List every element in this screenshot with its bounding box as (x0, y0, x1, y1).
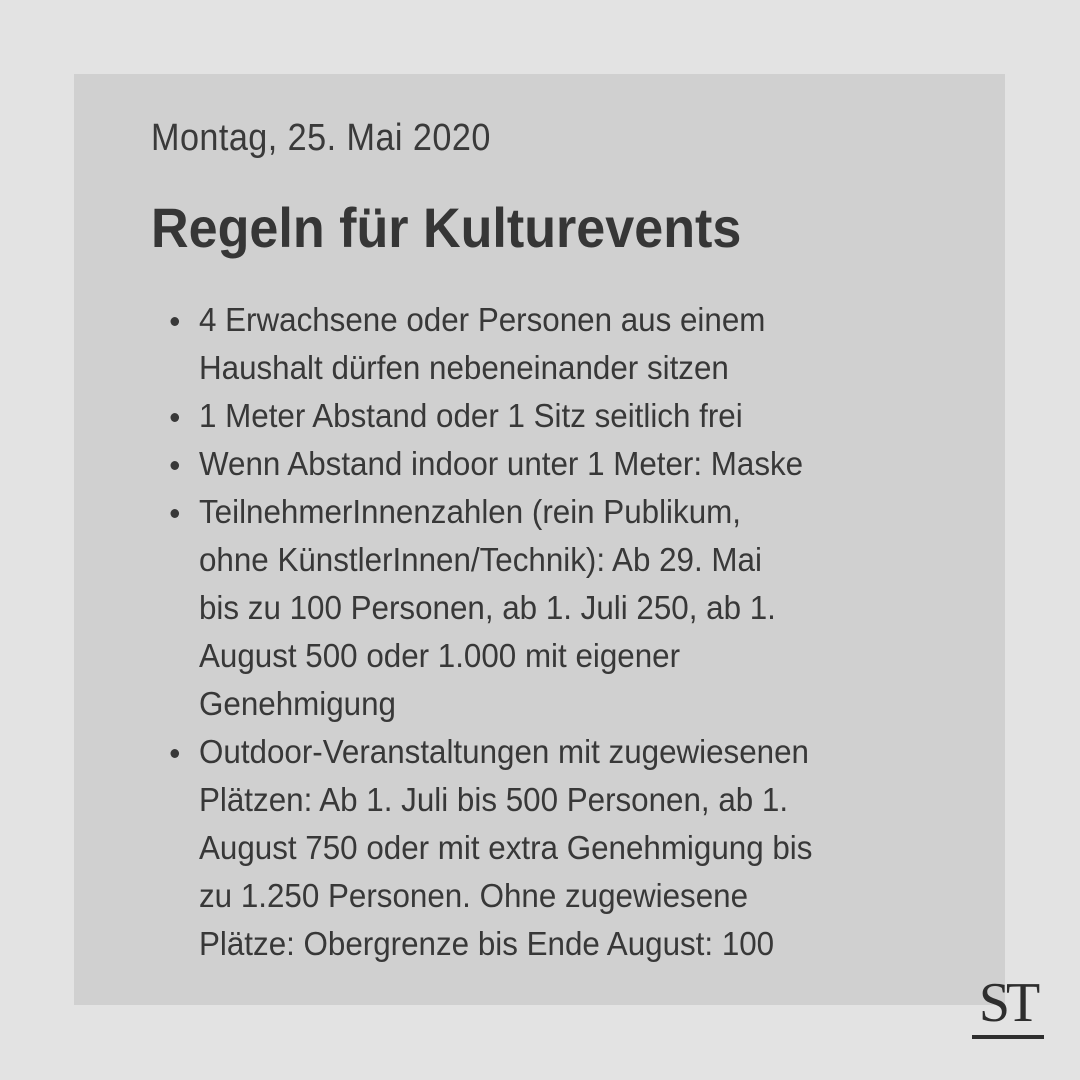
list-item: Outdoor-Veranstaltungen mit zugewiesenen Plätzen: Ab 1. Juli bis 500 Personen, ab 1. August 750 oder mit extra Genehmigung bis zu 1.250 Personen. Ohne zugewiesene Plätze: Obergrenze bis Ende August: 100 (199, 728, 902, 968)
logo-text: ST (978, 972, 1037, 1034)
list-item: TeilnehmerInnenzahlen (rein Publikum, ohne KünstlerInnen/Technik): Ab 29. Mai bis zu 100 Personen, ab 1. Juli 250, ab 1. August 500 oder 1.000 mit eigener Genehmigung (199, 488, 902, 728)
page-title: Regeln für Kulturevents (151, 196, 742, 259)
list-item: 4 Erwachsene oder Personen aus einem Haushalt dürfen nebeneinander sitzen (199, 296, 902, 392)
rules-list (199, 296, 939, 968)
logo-underline (972, 1035, 1044, 1039)
brand-logo (970, 972, 1045, 1043)
list-item: Wenn Abstand indoor unter 1 Meter: Maske (199, 440, 902, 488)
post-date: Montag, 25. Mai 2020 (151, 117, 491, 159)
content-card (74, 74, 1005, 1005)
list-item: 1 Meter Abstand oder 1 Sitz seitlich frei (199, 392, 902, 440)
